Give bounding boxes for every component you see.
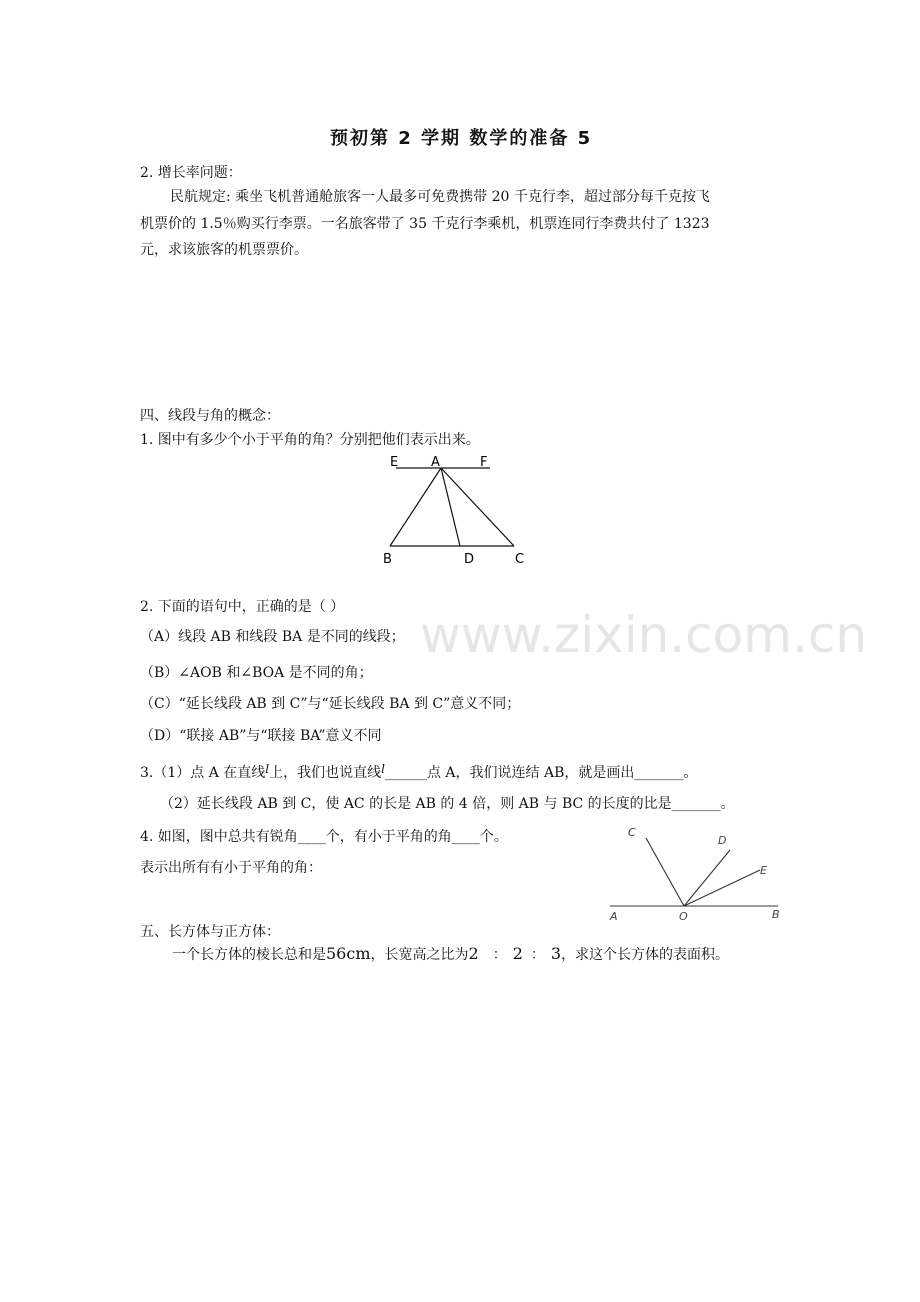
q3a-text-3: ______点 A，我们说连结 AB，就是画出_______。 [384, 765, 698, 781]
q3a-text-2: 上，我们也说直线 [269, 765, 382, 781]
q5-text-2: ，长宽高之比为 [370, 947, 469, 963]
ray-oe [684, 870, 760, 906]
question-2-line-3: 元，求该旅客的机票票价。 [140, 242, 308, 258]
section-4-question-4-prompt: 表示出所有有小于平角的角： [140, 860, 322, 876]
ratio-width: 2 [512, 944, 523, 963]
option-a: （A）线段 AB 和线段 BA 是不同的线段； [140, 629, 405, 645]
question-2-heading: 2. 增长率问题： [140, 165, 242, 181]
section-4-question-1: 1. 图中有多少个小于平角的角？分别把他们表示出来。 [140, 432, 480, 448]
section-5-question [172, 944, 729, 964]
label-c: C [628, 826, 636, 839]
option-c: （C）“延长线段 AB 到 C”与“延长线段 BA 到 C”意义不同； [140, 696, 521, 712]
option-b: （B）∠AOB 和∠BOA 是不同的角； [140, 665, 373, 681]
page-title: 预初第 2 学期 数学的准备 5 [330, 128, 593, 149]
section-4-question-3-part-1 [140, 762, 697, 782]
segment-ac [441, 468, 514, 546]
question-2-line-1: 民航规定: 乘坐飞机普通舱旅客一人最多可免费携带 20 千克行李，超过部分每千克按飞 [170, 189, 710, 205]
q3a-text-1: 3.（1）点 A 在直线 [140, 765, 266, 781]
label-e: E [390, 455, 399, 470]
label-a: A [610, 910, 618, 923]
label-d: D [718, 834, 727, 847]
section-4-heading: 四、线段与角的概念： [140, 408, 280, 424]
label-b: B [772, 908, 780, 921]
question-2-line-2: 机票价的 1.5％购买行李票。一名旅客带了 35 千克行李乘机，机票连同行李费共付了 1323 [140, 216, 710, 232]
label-a: A [431, 455, 440, 470]
line-l-symbol: l [381, 762, 385, 776]
label-c: C [515, 552, 525, 567]
ratio-colon: ： [530, 947, 545, 963]
q5-text-1: 一个长方体的棱长总和是 [172, 947, 326, 963]
angles-figure [600, 820, 800, 924]
watermark: www.zixin.com.cn [420, 606, 868, 664]
label-o: O [679, 910, 688, 923]
label-e: E [760, 864, 767, 877]
segment-ab [390, 468, 441, 546]
section-4-question-2: 2. 下面的语句中，正确的是（ ） [140, 599, 345, 615]
ratio-height: 3 [550, 944, 562, 963]
section-4-question-3-part-2: （2）延长线段 AB 到 C，使 AC 的长是 AB 的 4 倍，则 AB 与 BC 的长度的比是_______。 [160, 796, 735, 812]
triangle-figure [380, 450, 530, 570]
ratio-length: 2 [468, 944, 479, 963]
ray-oc [646, 838, 684, 906]
edge-length: 56cm [326, 944, 371, 963]
line-l-symbol: l [265, 762, 270, 776]
q5-text-3: ，求这个长方体的表面积。 [561, 947, 730, 963]
segment-ad [441, 468, 460, 546]
section-4-question-4: 4. 如图，图中总共有锐角____个，有小于平角的角____个。 [140, 829, 508, 845]
ray-od [684, 850, 730, 906]
ratio-colon: ： [492, 947, 507, 963]
label-b: B [383, 552, 392, 567]
section-5-heading: 五、长方体与正方体： [140, 924, 280, 940]
label-f: F [480, 455, 488, 470]
option-d: （D）“联接 AB”与“联接 BA”意义不同 [140, 728, 382, 744]
label-d: D [464, 552, 475, 567]
